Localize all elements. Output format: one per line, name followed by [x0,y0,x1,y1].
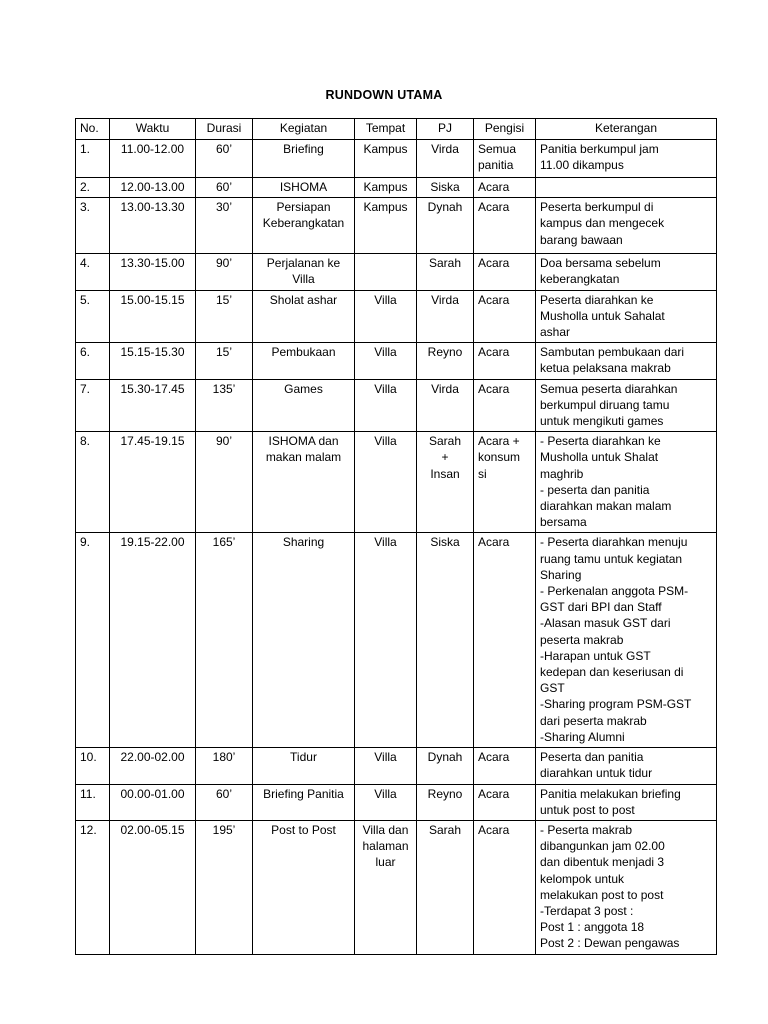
cell-tempat: Villa [355,533,417,748]
header-waktu: Waktu [110,119,196,140]
cell-pj: Sarah [417,820,474,954]
cell-durasi: 15’ [196,290,253,343]
cell-pengisi: Acara [474,254,536,290]
header-durasi: Durasi [196,119,253,140]
table-row [76,379,717,432]
cell-no: 12. [76,820,110,954]
cell-kegiatan: Games [253,379,355,432]
cell-keterangan: Panitia berkumpul jam 11.00 dikampus [536,140,717,178]
table-row [76,198,717,254]
table-row [76,140,717,178]
cell-keterangan: Peserta dan panitia diarahkan untuk tidur [536,748,717,784]
cell-kegiatan: Tidur [253,748,355,784]
cell-no: 8. [76,432,110,533]
cell-keterangan: - Peserta makrab dibangunkan jam 02.00 dan dibentuk menjadi 3 kelompok untuk melakukan post to post -Terdapat 3 post : Post 1 : anggota 18 Post 2 : Dewan pengawas [536,820,717,954]
cell-waktu: 15.00-15.15 [110,290,196,343]
page-title: RUNDOWN UTAMA [325,88,443,102]
cell-tempat: Villa [355,379,417,432]
cell-no: 4. [76,254,110,290]
rundown-table [75,118,717,955]
cell-no: 5. [76,290,110,343]
cell-no: 1. [76,140,110,178]
header-tempat: Tempat [355,119,417,140]
cell-durasi: 135’ [196,379,253,432]
cell-tempat: Villa dan halaman luar [355,820,417,954]
cell-no: 3. [76,198,110,254]
cell-pengisi: Acara [474,178,536,198]
cell-tempat: Villa [355,432,417,533]
cell-pj: Reyno [417,343,474,379]
cell-durasi: 90’ [196,254,253,290]
table-row [76,343,717,379]
cell-tempat [355,254,417,290]
header-kegiatan: Kegiatan [253,119,355,140]
table-row [76,432,717,533]
table-row [76,784,717,820]
cell-no: 9. [76,533,110,748]
cell-pengisi: Acara [474,748,536,784]
cell-waktu: 15.15-15.30 [110,343,196,379]
cell-no: 10. [76,748,110,784]
cell-kegiatan: Post to Post [253,820,355,954]
cell-no: 7. [76,379,110,432]
cell-pengisi: Acara [474,343,536,379]
header-pj: PJ [417,119,474,140]
cell-pengisi: Acara [474,784,536,820]
cell-waktu: 12.00-13.00 [110,178,196,198]
cell-durasi: 60’ [196,784,253,820]
cell-kegiatan: Sholat ashar [253,290,355,343]
cell-kegiatan: ISHOMA dan makan malam [253,432,355,533]
cell-tempat: Kampus [355,198,417,254]
cell-pj: Dynah [417,748,474,784]
cell-durasi: 60’ [196,140,253,178]
cell-no: 11. [76,784,110,820]
cell-waktu: 00.00-01.00 [110,784,196,820]
cell-pj: Dynah [417,198,474,254]
cell-keterangan: Peserta diarahkan ke Musholla untuk Sahalat ashar [536,290,717,343]
table-row [76,254,717,290]
cell-waktu: 17.45-19.15 [110,432,196,533]
cell-waktu: 13.30-15.00 [110,254,196,290]
cell-kegiatan: Pembukaan [253,343,355,379]
cell-keterangan: Panitia melakukan briefing untuk post to post [536,784,717,820]
cell-no: 2. [76,178,110,198]
cell-tempat: Kampus [355,178,417,198]
table-row [76,178,717,198]
cell-waktu: 02.00-05.15 [110,820,196,954]
cell-tempat: Kampus [355,140,417,178]
cell-keterangan: Sambutan pembukaan dari ketua pelaksana makrab [536,343,717,379]
header-row [76,119,717,140]
cell-keterangan: - Peserta diarahkan menuju ruang tamu untuk kegiatan Sharing - Perkenalan anggota PSM- GST dari BPI dan Staff -Alasan masuk GST dari peserta makrab -Harapan untuk GST kedepan dan keseriusan di GST -Sharing program PSM-GST dari peserta makrab -Sharing Alumni [536,533,717,748]
table-header [76,119,717,140]
cell-tempat: Villa [355,290,417,343]
cell-pj: Sarah + Insan [417,432,474,533]
cell-waktu: 15.30-17.45 [110,379,196,432]
cell-waktu: 11.00-12.00 [110,140,196,178]
cell-durasi: 90’ [196,432,253,533]
cell-kegiatan: Perjalanan ke Villa [253,254,355,290]
cell-tempat: Villa [355,343,417,379]
cell-kegiatan: Briefing Panitia [253,784,355,820]
cell-pj: Siska [417,533,474,748]
cell-kegiatan: ISHOMA [253,178,355,198]
cell-waktu: 13.00-13.30 [110,198,196,254]
cell-pengisi: Acara [474,533,536,748]
table-row [76,748,717,784]
cell-waktu: 19.15-22.00 [110,533,196,748]
cell-waktu: 22.00-02.00 [110,748,196,784]
cell-no: 6. [76,343,110,379]
cell-durasi: 60’ [196,178,253,198]
cell-keterangan: Semua peserta diarahkan berkumpul diruang tamu untuk mengikuti games [536,379,717,432]
cell-durasi: 195’ [196,820,253,954]
header-keterangan: Keterangan [536,119,717,140]
cell-pj: Sarah [417,254,474,290]
cell-keterangan [536,178,717,198]
cell-pengisi: Acara + konsum si [474,432,536,533]
cell-pj: Virda [417,290,474,343]
cell-durasi: 180’ [196,748,253,784]
cell-tempat: Villa [355,784,417,820]
table-row [76,820,717,954]
cell-keterangan: Peserta berkumpul di kampus dan mengecek barang bawaan [536,198,717,254]
cell-durasi: 30’ [196,198,253,254]
header-no: No. [76,119,110,140]
cell-pengisi: Acara [474,290,536,343]
table-body [76,140,717,955]
cell-tempat: Villa [355,748,417,784]
cell-pengisi: Acara [474,820,536,954]
cell-pengisi: Acara [474,198,536,254]
cell-pj: Virda [417,140,474,178]
cell-pj: Siska [417,178,474,198]
cell-durasi: 15’ [196,343,253,379]
cell-kegiatan: Briefing [253,140,355,178]
table-row [76,290,717,343]
cell-pj: Reyno [417,784,474,820]
cell-pengisi: Semua panitia [474,140,536,178]
cell-keterangan: - Peserta diarahkan ke Musholla untuk Shalat maghrib - peserta dan panitia diarahkan makan malam bersama [536,432,717,533]
cell-durasi: 165’ [196,533,253,748]
cell-kegiatan: Sharing [253,533,355,748]
table-row [76,533,717,748]
cell-pengisi: Acara [474,379,536,432]
cell-kegiatan: Persiapan Keberangkatan [253,198,355,254]
cell-pj: Virda [417,379,474,432]
cell-keterangan: Doa bersama sebelum keberangkatan [536,254,717,290]
header-pengisi: Pengisi [474,119,536,140]
